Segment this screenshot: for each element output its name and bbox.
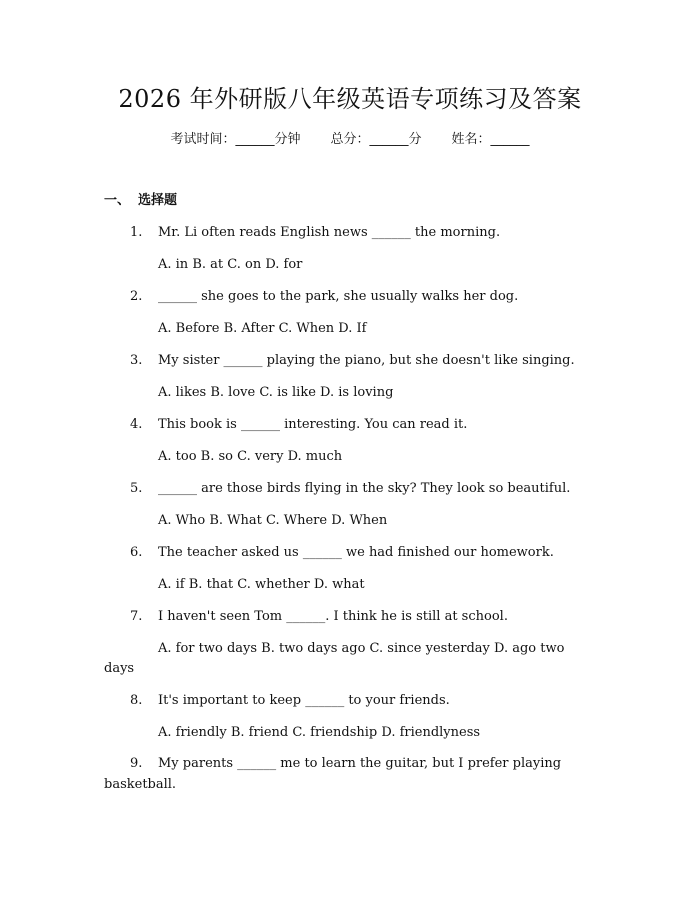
student-name-label: 姓名：______ xyxy=(451,132,530,147)
total-score-label: 总分：______分 xyxy=(330,132,422,147)
question-options: A. in B. at C. on D. for xyxy=(158,257,303,272)
question-stem: My parents ______ me to learn the guitar, but I prefer playing xyxy=(158,756,562,771)
question-options: A. if B. that C. whether D. what xyxy=(158,577,365,592)
question-stem: ______ are those birds flying in the sky? They look so beautiful. xyxy=(158,481,571,496)
section-heading xyxy=(104,191,177,211)
question-stem-continuation: basketball. xyxy=(104,777,177,792)
page-title: 2026 年外研版八年级英语专项练习及答案 xyxy=(118,85,582,113)
question-options: A. Who B. What C. Where D. When xyxy=(158,513,388,528)
question-number: 3. xyxy=(130,353,143,368)
question-options: A. friendly B. friend C. friendship D. friendlyness xyxy=(158,725,481,740)
exam-meta-line xyxy=(0,130,700,150)
question-stem: This book is ______ interesting. You can read it. xyxy=(158,417,468,432)
question-number: 2. xyxy=(130,289,143,304)
question-stem: The teacher asked us ______ we had finished our homework. xyxy=(158,545,554,560)
question-number: 8. xyxy=(130,693,143,708)
question-number: 9. xyxy=(130,756,143,771)
question-options: A. likes B. love C. is like D. is loving xyxy=(158,385,394,400)
question-stem: ______ she goes to the park, she usually walks her dog. xyxy=(158,289,519,304)
question-number: 4. xyxy=(130,417,143,432)
question-number: 5. xyxy=(130,481,143,496)
question-stem: It's important to keep ______ to your friends. xyxy=(158,693,450,708)
question-stem: Mr. Li often reads English news ______ the morning. xyxy=(158,225,501,240)
question-stem: I haven't seen Tom ______. I think he is still at school. xyxy=(158,609,508,624)
question-number: 1. xyxy=(130,225,143,240)
question-stem: My sister ______ playing the piano, but she doesn't like singing. xyxy=(158,353,575,368)
question-number: 7. xyxy=(130,609,143,624)
exam-time-label: 考试时间：______分钟 xyxy=(170,132,301,147)
question-options: A. too B. so C. very D. much xyxy=(158,449,343,464)
section-number: 一、 xyxy=(104,193,131,208)
section-title: 选择题 xyxy=(138,193,178,208)
question-options-continuation: days xyxy=(104,661,135,676)
question-number: 6. xyxy=(130,545,143,560)
question-options: A. Before B. After C. When D. If xyxy=(158,321,367,336)
question-options: A. for two days B. two days ago C. since yesterday D. ago two xyxy=(158,641,565,656)
